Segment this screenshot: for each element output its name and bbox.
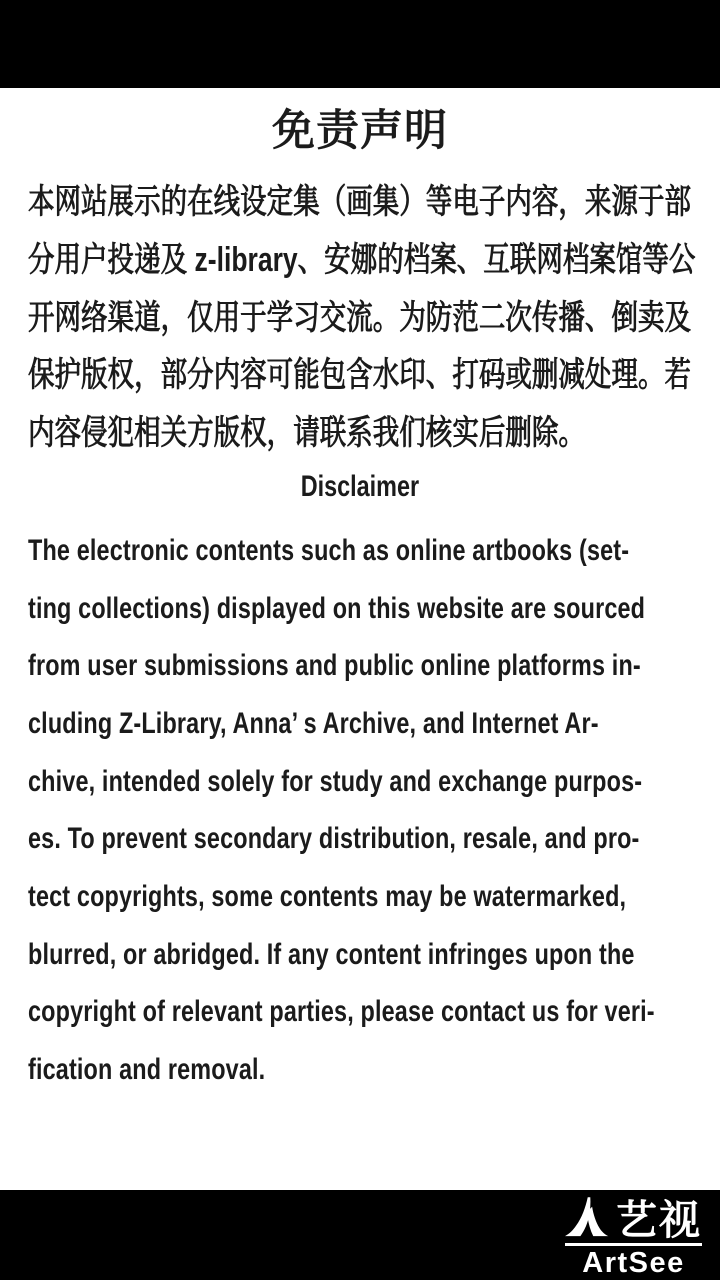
- page-title: 免责声明: [272, 107, 448, 155]
- logo-cn-text: 艺视: [616, 1197, 702, 1244]
- en-line: ting collections) displayed on this website are sourced: [28, 591, 646, 625]
- cn-line: 开网络渠道，仅用于学习交流。为防范二次传播、倒卖及: [28, 298, 691, 337]
- en-line: from user submissions and public online platforms in-: [28, 649, 641, 683]
- logo-en-text: ArtSee: [582, 1247, 685, 1279]
- top-letterbox-bar: [0, 0, 720, 88]
- artsee-logo: [565, 1194, 702, 1278]
- en-line: cluding Z-Library, Anna’ s Archive, and Internet Ar-: [28, 707, 599, 741]
- en-line: chive, intended solely for study and exchange purpos-: [28, 764, 643, 798]
- chinese-disclaimer-paragraph: [0, 170, 720, 458]
- cn-line: 内容侵犯相关方版权，请联系我们核实后删除。: [28, 414, 585, 453]
- bottom-letterbox-bar: [0, 1190, 720, 1280]
- logo-divider: [565, 1243, 702, 1246]
- en-line: es. To prevent secondary distribution, resale, and pro-: [28, 822, 640, 856]
- cn-line: 本网站展示的在线设定集（画集）等电子内容，来源于部: [28, 183, 691, 222]
- en-line: blurred, or abridged. If any content infringes upon the: [28, 937, 635, 971]
- peak-person-icon: [565, 1194, 609, 1240]
- en-line: The electronic contents such as online artbooks (set-: [28, 533, 630, 567]
- english-disclaimer-paragraph: [0, 522, 720, 1099]
- cn-line: 分用户投递及 z-library、安娜的档案、互联网档案馆等公: [28, 241, 696, 280]
- disclaimer-page: [0, 88, 720, 1190]
- en-line: fication and removal.: [28, 1053, 266, 1087]
- cn-line: 保护版权，部分内容可能包含水印、打码或删减处理。若: [28, 356, 691, 395]
- english-heading: Disclaimer: [300, 470, 420, 504]
- logo-top-row: [565, 1194, 702, 1244]
- en-line: tect copyrights, some contents may be watermarked,: [28, 880, 627, 914]
- en-line: copyright of relevant parties, please contact us for veri-: [28, 995, 655, 1029]
